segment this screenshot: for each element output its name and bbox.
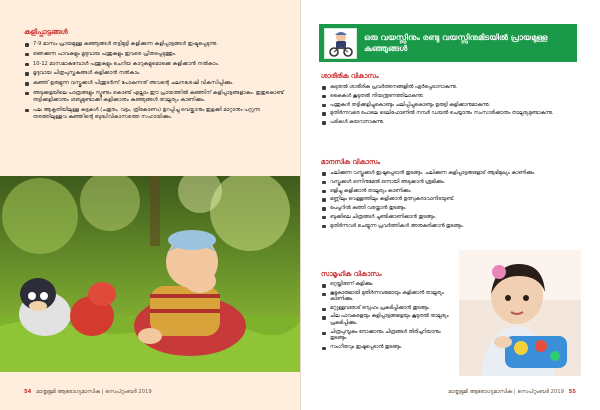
right-page-number: 55 xyxy=(568,389,576,395)
list-item: ചില പാവകളെയും കളിപ്പാട്ടങ്ങളെയും കൂടുതൽ താല്പര്യം പ്രകടിപ്പിക്കും. xyxy=(321,314,453,327)
physical-development-list xyxy=(321,84,581,126)
baby-girl-illustration xyxy=(459,250,581,376)
list-item: മുതിർന്നവരെ പോലെ ടെലിഫോണിൽ നമ്പർ ഡയൽ ചെയ്യാനും സംസാരിക്കാനും താല്പര്യമുണ്ടാകുന്നു. xyxy=(321,110,581,117)
list-item: മണ്ണിലും വെള്ളത്തിലും കളിക്കാൻ ഉത്സുകരാവാനിടയുണ്ട്. xyxy=(321,196,581,203)
list-item: ഞെക്കുന്ന പാവകളും മൃദുവായ പന്തുകളും ഇവരെ പ്രീതപ്പെടുത്തും. xyxy=(24,51,286,58)
toddler-thumbnail xyxy=(324,28,357,59)
list-item: പടികൾ കയറാനാകുന്നു. xyxy=(321,119,581,126)
right-page xyxy=(300,0,600,410)
section-banner xyxy=(319,24,577,62)
left-page-number: 54 xyxy=(24,389,32,395)
list-item: മൃദുവായ ചിത്രപുസ്തകങ്ങൾ കളിക്കാൻ നൽകാം. xyxy=(24,70,286,77)
list-item: മുതിർന്നവർ ചെയ്യുന്ന പ്രവർത്തികൾ അനുകരിക്കാൻ തുടങ്ങും. xyxy=(321,223,581,230)
list-item: കുഞ്ഞ് ഉരുളുന്ന വസ്തുക്കൾ പിന്തുടർന്ന് പോകുന്നത് അവന്റെ ചലനശേഷി വികസിപ്പിക്കും. xyxy=(24,80,286,87)
list-item: ചലിക്കുന്ന വസ്തുക്കൾ ഇഷ്ടപ്പെടാൻ തുടങ്ങും. ചലിക്കുന്ന കളിപ്പാട്ടങ്ങളോട് ആഭിമുഖ്യം കാണിക്കും. xyxy=(321,170,581,177)
list-item: അടുക്കളയിലെ പാത്രങ്ങളും സ്പൂണും കൊണ്ട് എല്ലാം ഈ പ്രായത്തിൽ കുഞ്ഞിന് കളിപ്പാട്ടങ്ങളാകും. ഇതുകൊണ്ട് തട്ടിക്കളിക്കാനും ശബ്ദമുണ്ടാക്കി കളിക്കാനും കുഞ്ഞുങ്ങൾ താല്പര്യം കാണിക്കും. xyxy=(24,90,286,104)
list-item: ഒറ്റയ്ക്കിരുന്ന് കളിക്കും. xyxy=(321,282,453,289)
list-item: പല ആകൃതിയിലുള്ള കട്ടകൾ (ചതുരം, വട്ടം, ത്രികോണം) ഉറപ്പിച്ചു വെയ്ക്കാനും ഇളക്കി മാറ്റാനും പറ്റുന്ന തരത്തിലുള്ളവ കുഞ്ഞിന്റെ ബുദ്ധിവികാസത്തെ സഹായിക്കും. xyxy=(24,107,286,121)
list-item: 7-9 മാസം പ്രായമുള്ള കുഞ്ഞുങ്ങൾ തട്ടിമുട്ടി കളിക്കുന്ന കളിപ്പാട്ടങ്ങൾ ഇഷ്ടപ്പെടുന്നു. xyxy=(24,41,286,48)
list-item: ബുക്കിലെ ചിത്രങ്ങൾ ചൂണ്ടിക്കാണിക്കാൻ തുടങ്ങും. xyxy=(321,214,581,221)
social-development-list xyxy=(321,282,453,351)
list-item: പേപ്പറിൽ കുത്തി വരയ്ക്കാൻ തുടങ്ങും. xyxy=(321,205,581,212)
list-item: പന്തുകൾ തട്ടിക്കളിച്ചുകൊണ്ടും ചലിപ്പിച്ചുകൊണ്ടും ഉരുട്ടി കളിക്കാനുമാകുന്നു. xyxy=(321,102,581,109)
mental-development-section xyxy=(321,158,581,232)
right-footer xyxy=(448,389,576,396)
social-development-title: സാമൂഹിക വികാസം xyxy=(321,270,382,278)
list-item: മറ്റുള്ളവരോട് സ്നേഹം പ്രകടിപ്പിക്കാൻ തുടങ്ങും. xyxy=(321,306,453,313)
list-item: ഒളിച്ചു കളിക്കാൻ താല്പര്യം കാണിക്കും. xyxy=(321,188,581,195)
list-item: ചിത്രപുസ്തകം നോക്കാനും ചിത്രങ്ങൾ തിരിച്ചറിയാനും തുടങ്ങും. xyxy=(321,330,453,343)
toys-section-title: കളിപ്പാട്ടങ്ങൾ xyxy=(24,28,68,36)
list-item: 10-12 മാസമാകുമ്പോൾ പന്തുകളും ചെറിയ കാറുകളുമൊക്കെ കളിക്കാൻ നൽകാം. xyxy=(24,61,286,68)
toys-section xyxy=(24,28,286,124)
physical-development-section xyxy=(321,72,581,128)
mental-development-title: മാനസിക വികാസം xyxy=(321,158,381,166)
left-footer xyxy=(24,389,152,396)
mental-development-list xyxy=(321,170,581,230)
list-item: കൈകൾ കൂടുതൽ നിയന്ത്രണത്തിലാകുന്നു. xyxy=(321,93,581,100)
toys-list xyxy=(24,41,286,121)
toddler-on-tricycle-image xyxy=(325,29,356,58)
list-item: വസ്തുക്കൾ ഒന്നിനുമേൽ ഒന്നായി അടുക്കാൻ ശ്രമിക്കും. xyxy=(321,179,581,186)
banner-title: ഒരു വയസ്സിനും രണ്ടു വയസ്സിനുമിടയിൽ പ്രായമുള്ള കുഞ്ഞുങ്ങൾ xyxy=(364,32,548,53)
list-item: കുടുതൽ ശാരീരിക പ്രവർത്തനങ്ങളിൽ ഏർപ്പെടാനാകുന്നു. xyxy=(321,84,581,91)
right-footer-text: മാതൃഭൂമി ആരോഗ്യമാസിക | സെപ്റ്റംബർ 2019 xyxy=(448,389,564,395)
social-development-section xyxy=(321,270,453,353)
baby-girl-photo xyxy=(459,250,581,376)
baby-photo-illustration xyxy=(0,176,300,372)
left-footer-text: മാതൃഭൂമി ആരോഗ്യമാസിക | സെപ്റ്റംബർ 2019 xyxy=(36,389,152,395)
baby-with-toys-photo xyxy=(0,176,300,372)
physical-development-title: ശാരീരിക വികാസം xyxy=(321,72,379,80)
list-item: സംഗീതവും ഇഷ്ടപ്പെടാൻ തുടങ്ങും. xyxy=(321,345,453,352)
list-item: കൂട്ടുകാരുമായി മുതിർന്നവരുമായും കളിക്കാൻ താല്പര്യം കാണിക്കും. xyxy=(321,291,453,304)
